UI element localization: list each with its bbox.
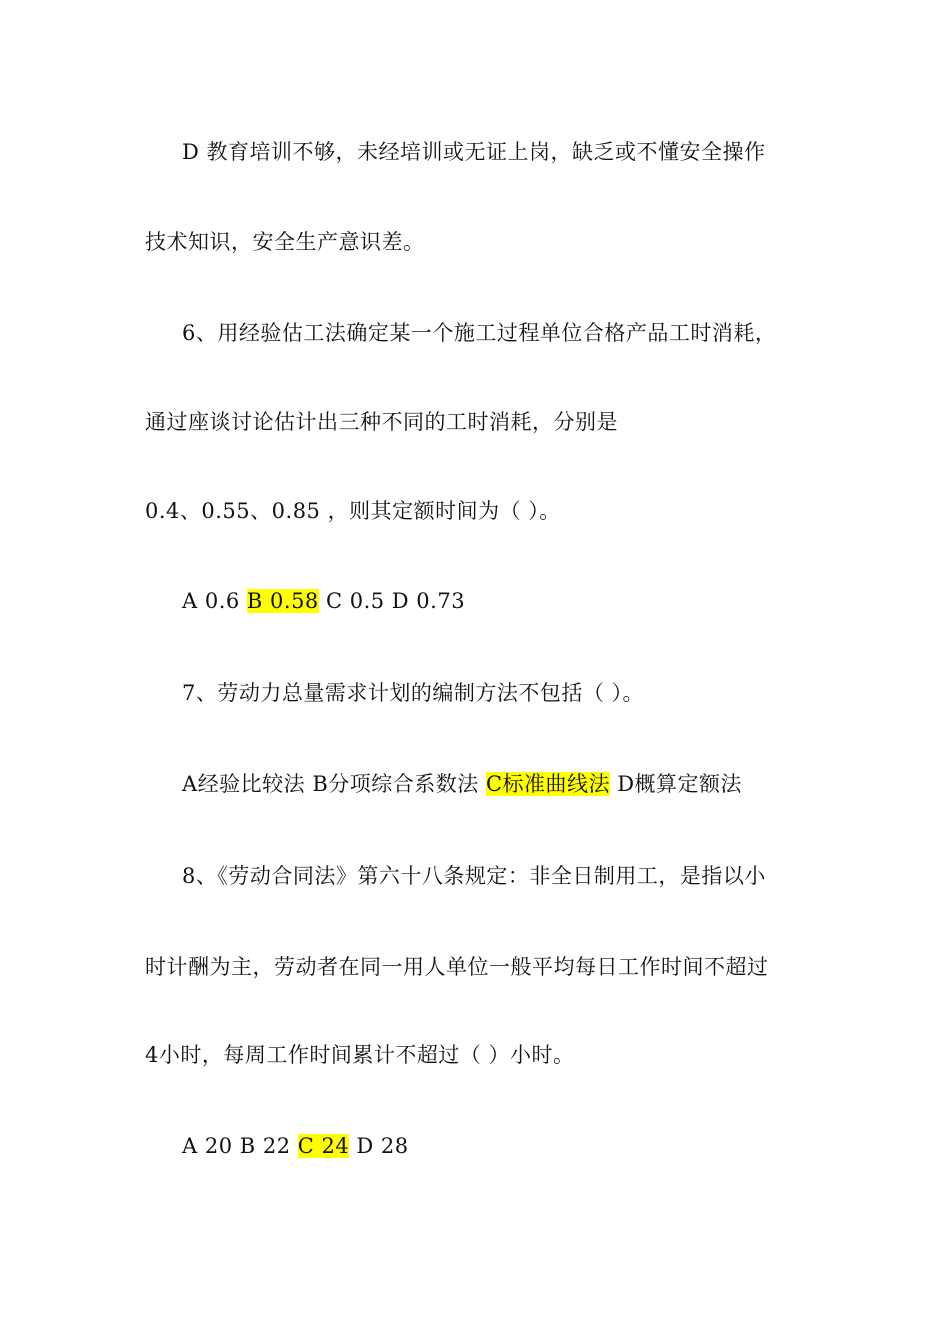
q6-option-b-highlighted: B 0.58 — [246, 589, 319, 613]
q8-options — [182, 1132, 409, 1160]
q7-stem: 7、劳动力总量需求计划的编制方法不包括（ ）。 — [182, 681, 645, 705]
q8-option-a-b: A 20 B 22 — [182, 1134, 298, 1158]
q7-options — [182, 770, 742, 798]
q8-option-c-highlighted: C 24 — [297, 1134, 350, 1158]
q6-stem-line1: 6、用经验估工法确定某一个施工过程单位合格产品工时消耗， — [182, 321, 777, 345]
q6-stem-line3: 0.4、0.55、0.85 ，则其定额时间为（ ）。 — [145, 499, 561, 523]
q7-option-d: D概算定额法 — [610, 772, 743, 796]
q7-option-a-b: A经验比较法 B分项综合系数法 — [182, 772, 486, 796]
q8-option-d: D 28 — [349, 1134, 409, 1158]
q5-option-d-line2: 技术知识，安全生产意识差。 — [145, 230, 425, 254]
q8-stem-line3: 4小时，每周工作时间累计不超过（ ）小时。 — [145, 1043, 575, 1067]
q6-options — [182, 587, 465, 615]
q8-stem-line1: 8、《劳动合同法》第六十八条规定：非全日制用工，是指以小 — [182, 864, 766, 888]
q6-stem-line2: 通过座谈讨论估计出三种不同的工时消耗，分别是 — [145, 410, 618, 434]
q7-option-c-highlighted: C标准曲线法 — [485, 772, 611, 796]
q6-option-c-d: C 0.5 D 0.73 — [318, 589, 466, 613]
q8-stem-line2: 时计酬为主，劳动者在同一用人单位一般平均每日工作时间不超过 — [145, 955, 769, 979]
q5-option-d-line1: D 教育培训不够，未经培训或无证上岗，缺乏或不懂安全操作 — [182, 140, 766, 164]
q6-option-a: A 0.6 — [182, 589, 247, 613]
